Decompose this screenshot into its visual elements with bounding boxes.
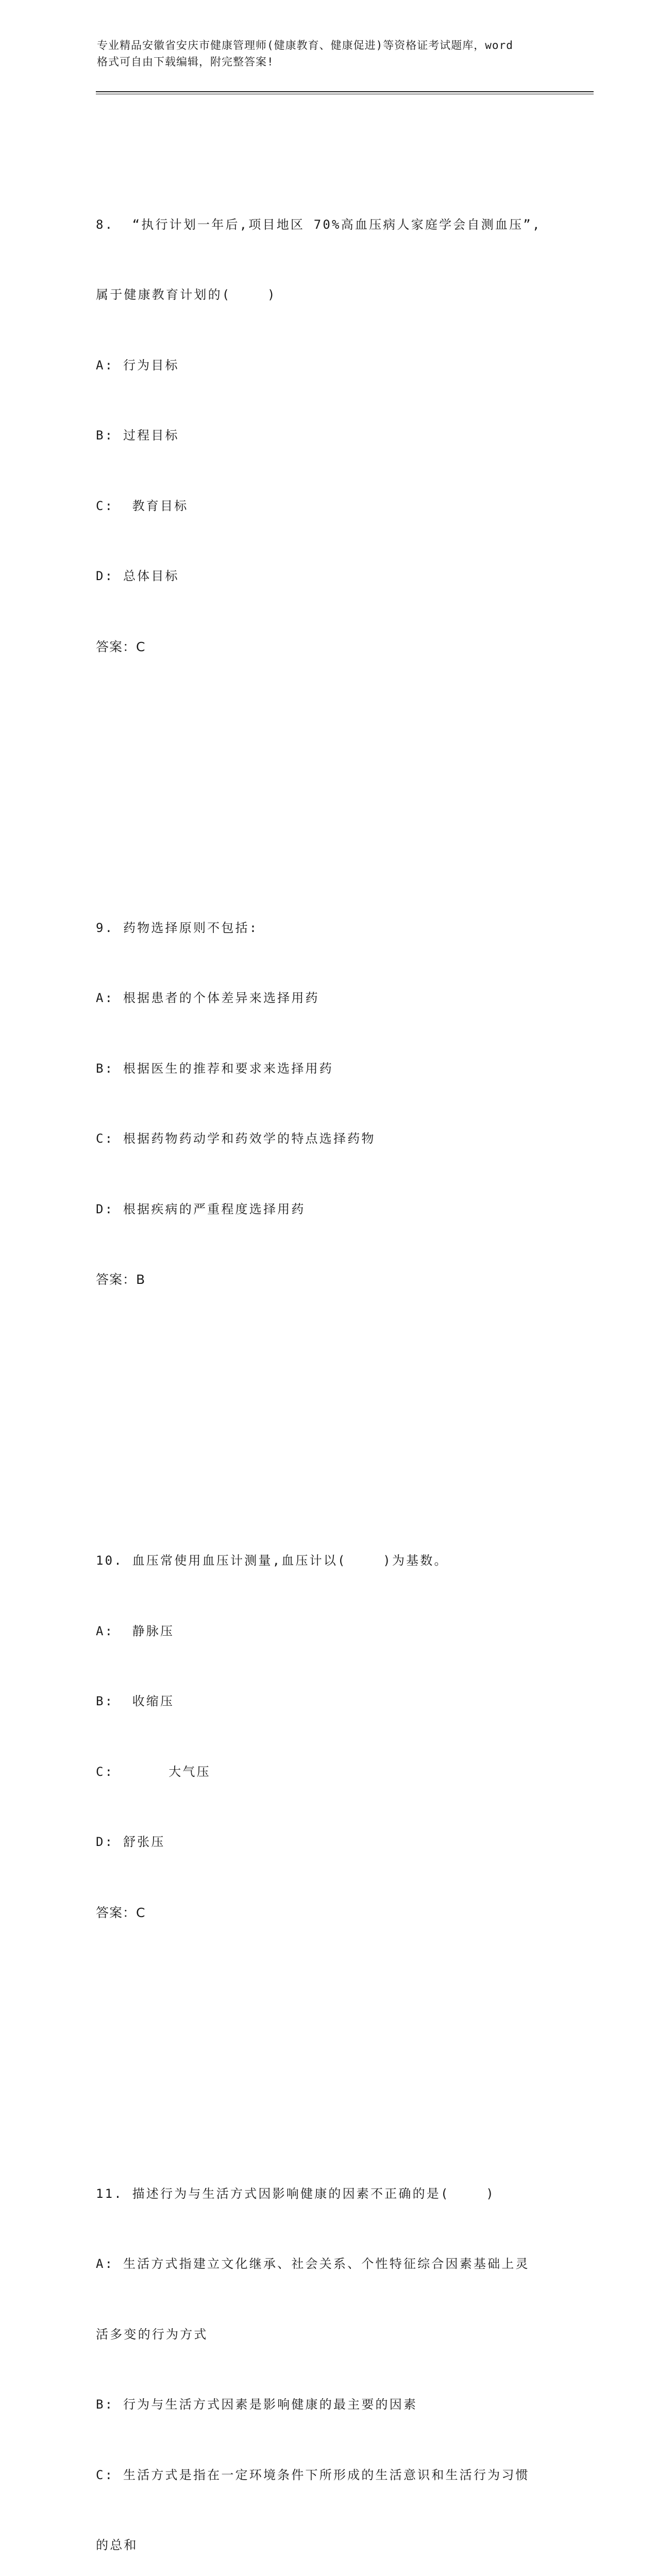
question-list <box>96 96 560 2576</box>
spacer <box>96 752 560 776</box>
option-b: B: 收缩压 <box>96 1690 560 1714</box>
option-c: C: 生活方式是指在一定环境条件下所形成的生活意识和生活行为习惯 <box>96 2464 560 2487</box>
option-a: A: 静脉压 <box>96 1620 560 1643</box>
question-11 <box>96 2136 560 2576</box>
option-a-continued: 活多变的行为方式 <box>96 2323 560 2347</box>
question-8 <box>96 166 560 706</box>
option-c: C: 大气压 <box>96 1760 560 1784</box>
question-stem: 11. 描述行为与生活方式因影响健康的因素不正确的是( ) <box>96 2182 560 2206</box>
answer: 答案：C <box>96 635 560 659</box>
document-header <box>97 37 561 70</box>
answer: 答案：C <box>96 1901 560 1925</box>
option-a: A: 行为目标 <box>96 354 560 378</box>
answer: 答案：B <box>96 1268 560 1292</box>
question-stem: 属于健康教育计划的( ) <box>96 283 560 307</box>
question-10 <box>96 1502 560 1971</box>
option-a: A: 生活方式指建立文化继承、社会关系、个性特征综合因素基础上灵 <box>96 2252 560 2276</box>
question-9 <box>96 870 560 1338</box>
question-stem: 8. “执行计划一年后,项目地区 70%高血压病人家庭学会自测血压”, <box>96 213 560 237</box>
option-d: D: 总体目标 <box>96 565 560 588</box>
header-line-1: 专业精品安徽省安庆市健康管理师(健康教育、健康促进)等资格证考试题库，word <box>97 37 561 54</box>
header-line-2: 格式可自由下载编辑，附完整答案! <box>97 54 561 70</box>
option-c: C: 教育目标 <box>96 495 560 518</box>
question-stem: 9. 药物选择原则不包括: <box>96 917 560 940</box>
spacer <box>96 1385 560 1409</box>
question-stem: 10. 血压常使用血压计测量,血压计以( )为基数。 <box>96 1549 560 1573</box>
option-d: D: 舒张压 <box>96 1831 560 1854</box>
option-d: D: 根据疾病的严重程度选择用药 <box>96 1198 560 1222</box>
header-divider-thick <box>96 91 594 92</box>
option-a: A: 根据患者的个体差异来选择用药 <box>96 987 560 1010</box>
option-b: B: 行为与生活方式因素是影响健康的最主要的因素 <box>96 2393 560 2417</box>
option-b: B: 过程目标 <box>96 424 560 448</box>
option-c-continued: 的总和 <box>96 2534 560 2557</box>
spacer <box>96 2018 560 2042</box>
option-c: C: 根据药物药动学和药效学的特点选择药物 <box>96 1127 560 1151</box>
document-page <box>0 0 657 850</box>
option-b: B: 根据医生的推荐和要求来选择用药 <box>96 1057 560 1081</box>
